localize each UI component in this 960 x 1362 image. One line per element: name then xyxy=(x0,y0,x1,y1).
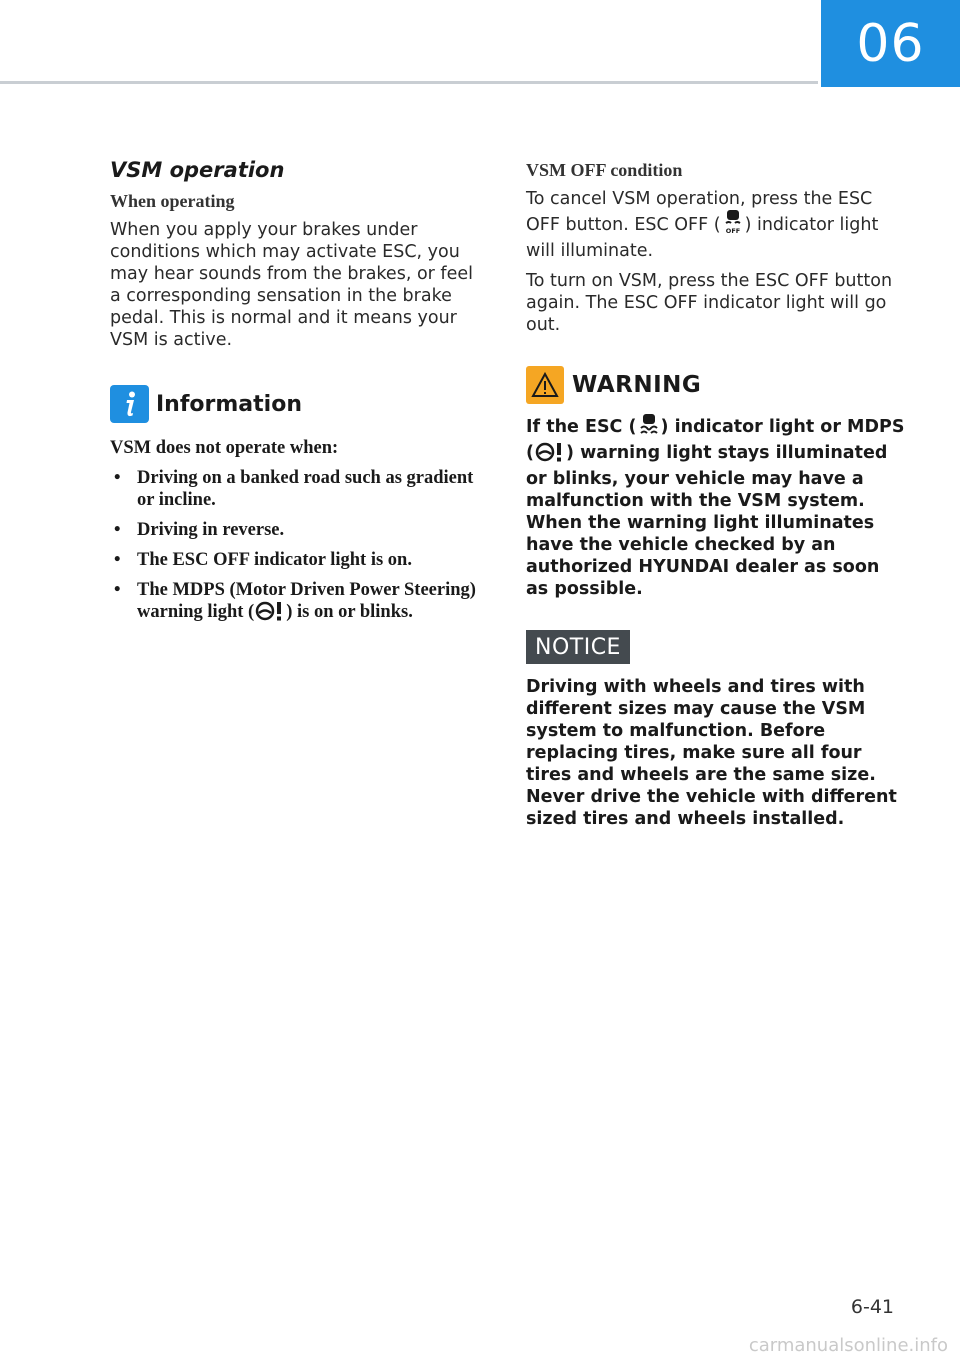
svg-text:OFF: OFF xyxy=(725,227,740,234)
chapter-number: 06 xyxy=(856,13,925,74)
information-header xyxy=(110,385,488,423)
warning-text-part: ) indicator light or MDPS ( xyxy=(526,417,905,463)
right-column xyxy=(526,160,906,830)
warning-text-part: If the ESC ( xyxy=(526,417,637,437)
info-icon xyxy=(110,385,149,423)
mdps-warning-icon xyxy=(255,601,285,627)
list-item: • Driving in reverse. xyxy=(110,519,488,541)
warning-header xyxy=(526,366,906,404)
header-rule xyxy=(0,81,818,84)
turn-on-paragraph: To turn on VSM, press the ESC OFF button again. The ESC OFF indicator light will go out. xyxy=(526,271,893,335)
information-intro: VSM does not operate when: xyxy=(110,438,339,458)
mdps-text-before: The MDPS (Motor Driven Power Steering) warning light ( xyxy=(137,580,476,622)
cancel-text-before: To cancel VSM operation, press the ESC OFF button. ESC OFF ( xyxy=(526,189,873,235)
section-title: VSM operation xyxy=(110,158,285,182)
cancel-paragraph xyxy=(526,188,906,262)
page-number: 6-41 xyxy=(850,1296,894,1318)
mdps-text-after: ) is on or blinks. xyxy=(286,602,413,622)
information-list xyxy=(110,467,488,627)
warning-triangle-icon xyxy=(526,366,564,404)
information-title: Information xyxy=(156,391,302,417)
mdps-warning-icon xyxy=(535,442,565,468)
warning-text xyxy=(526,414,906,600)
chapter-tab xyxy=(821,0,960,87)
operating-paragraph: When you apply your brakes under conditions which may activate ESC, you may hear sounds from the brakes, or feel a corresponding sensation in the brake pedal. This is normal and it means your VSM is active. xyxy=(110,220,473,350)
subsection-title: VSM OFF condition xyxy=(526,160,683,180)
esc-indicator-icon xyxy=(638,414,660,442)
esc-off-indicator-icon xyxy=(722,210,744,240)
left-column xyxy=(110,158,488,635)
footer-watermark: carmanualsonline.info xyxy=(748,1335,948,1356)
notice-badge: NOTICE xyxy=(526,630,630,664)
subsection-title: When operating xyxy=(110,191,235,211)
list-item: • Driving on a banked road such as gradient or incline. xyxy=(110,467,488,511)
warning-title: WARNING xyxy=(572,372,702,398)
warning-text-part: ) warning light stays illuminated or blinks, your vehicle may have a malfunction with the VSM system. When the warning light illuminates have the vehicle checked by an authorized HYUNDAI dealer as soon as possible. xyxy=(526,443,888,599)
list-item xyxy=(110,579,488,627)
list-item: • The ESC OFF indicator light is on. xyxy=(110,549,488,571)
notice-text: Driving with wheels and tires with different sizes may cause the VSM system to malfunction. Before replacing tires, make sure all four tires and wheels are the same size. Never drive the vehicle with different sized tires and wheels installed. xyxy=(526,677,897,829)
cancel-text-after: ) indicator light will illuminate. xyxy=(526,215,879,261)
